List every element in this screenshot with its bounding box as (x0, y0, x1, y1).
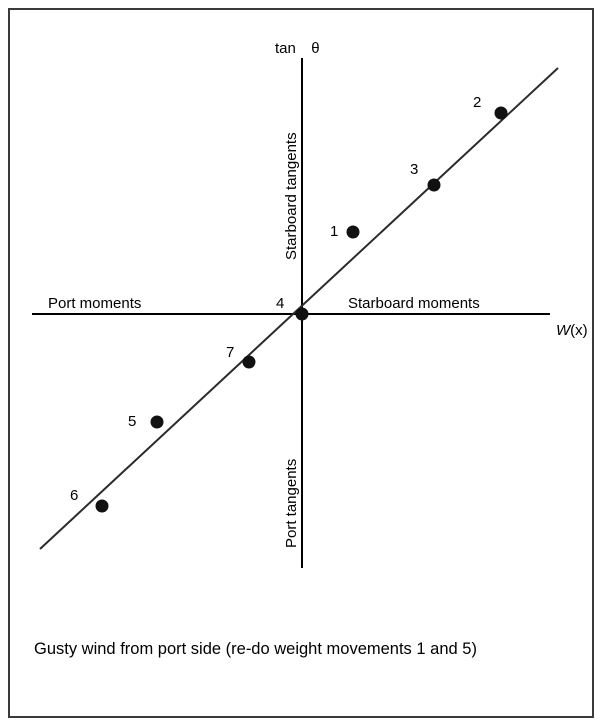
data-point-4 (296, 308, 309, 321)
data-point-5 (151, 416, 164, 429)
data-point-6 (96, 500, 109, 513)
label-starboard-tangents: Starboard tangents (283, 132, 300, 260)
figure-panel (8, 8, 594, 718)
chart-plot-area (10, 10, 592, 610)
x-axis-title (556, 322, 588, 339)
y-axis-title-text: tan (275, 40, 296, 57)
label-starboard-moments: Starboard moments (348, 295, 480, 312)
point-label-5: 5 (128, 413, 137, 430)
label-port-tangents: Port tangents (283, 458, 300, 548)
label-port-moments: Port moments (48, 295, 142, 312)
figure-caption: Gusty wind from port side (re-do weight movements 1 and 5) (34, 640, 477, 658)
data-point-1 (347, 226, 360, 239)
y-axis-title-symbol: θ (311, 40, 320, 57)
x-axis-title-w: W (556, 322, 571, 339)
point-label-2: 2 (473, 94, 482, 111)
data-point-2 (495, 107, 508, 120)
point-label-1: 1 (330, 223, 339, 240)
data-point-7 (243, 356, 256, 369)
y-axis-title (275, 40, 320, 57)
point-label-6: 6 (70, 487, 79, 504)
point-label-3: 3 (410, 161, 419, 178)
data-point-3 (428, 179, 441, 192)
point-label-4: 4 (276, 295, 285, 312)
point-label-7: 7 (226, 344, 235, 361)
x-axis-title-paren: (x) (570, 322, 588, 339)
